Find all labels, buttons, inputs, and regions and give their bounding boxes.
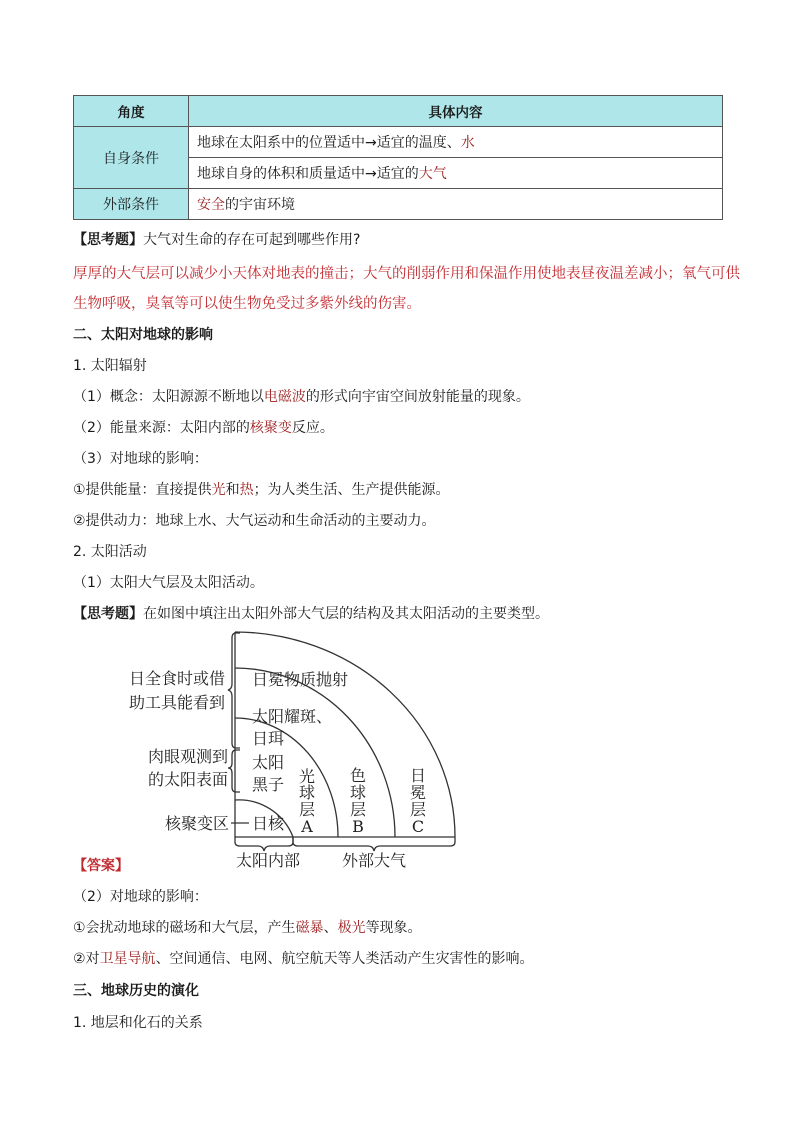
layer-a-char: 光 xyxy=(298,767,316,786)
text: 和 xyxy=(225,482,240,498)
highlight: 磁暴 xyxy=(295,920,324,936)
layer-c-char: 层 xyxy=(409,800,427,819)
label-core: 日核 xyxy=(252,814,285,833)
label-naked-eye-1: 肉眼观测到 xyxy=(147,747,228,766)
label-fusion-zone: 核聚变区 xyxy=(164,814,229,833)
layer-a-char: A xyxy=(301,817,313,836)
text: ②对 xyxy=(73,951,100,967)
cell-highlight: 水 xyxy=(460,135,475,151)
layer-b-char: B xyxy=(352,817,364,836)
question-text: 在如图中填注出太阳外部大气层的结构及其太阳活动的主要类型。 xyxy=(143,606,549,622)
subsection-title-solar-activity: 2. 太阳活动 xyxy=(73,544,147,560)
layer-b-char: 球 xyxy=(349,783,367,802)
label-prominence: 日珥 xyxy=(252,729,285,748)
think-tag: 【思考题】 xyxy=(73,606,143,622)
cell-highlight: 安全 xyxy=(197,197,225,213)
highlight: 电磁波 xyxy=(263,389,306,405)
text: ①提供能量：直接提供 xyxy=(73,482,212,498)
brace-corona-chromosphere xyxy=(228,633,240,748)
label-sunspot-2: 黑子 xyxy=(252,775,285,794)
highlight: 热 xyxy=(239,482,254,498)
text: 、空间通信、电网、航空航天等人类活动产生灾害性的影响。 xyxy=(155,951,534,967)
table-header-angle: 角度 xyxy=(74,96,189,127)
table-header-content: 具体内容 xyxy=(189,96,723,127)
answer-tag: 【答案】 xyxy=(73,858,129,874)
label-sun-interior: 太阳内部 xyxy=(235,851,301,870)
subsection-title-strata-fossils: 1. 地层和化石的关系 xyxy=(73,1015,203,1031)
para-satellite xyxy=(73,948,534,968)
label-cme: 日冕物质抛射 xyxy=(252,670,349,689)
text: 反应。 xyxy=(291,420,334,436)
layer-c-char: 日 xyxy=(409,766,427,785)
para-earth-impact: （2）对地球的影响： xyxy=(73,889,208,905)
para-provide-power: ②提供动力：地球上水、大气运动和生命活动的主要动力。 xyxy=(73,513,436,529)
section-title-3: 三、地球历史的演化 xyxy=(73,983,199,999)
para-magnetic xyxy=(73,917,422,937)
cell-text: 地球在太阳系中的位置适中→适宜的温度、 xyxy=(197,135,461,151)
text: （2）能量来源：太阳内部的 xyxy=(73,420,250,436)
cell-text: 的宇宙环境 xyxy=(225,197,295,213)
brace-photosphere xyxy=(228,750,240,792)
layer-c-char: 冕 xyxy=(409,783,427,802)
photosphere-arc xyxy=(235,718,338,837)
text: 、 xyxy=(323,920,338,936)
para-impact: （3）对地球的影响： xyxy=(73,451,208,467)
label-naked-eye-2: 的太阳表面 xyxy=(147,770,228,789)
label-flare: 太阳耀斑、 xyxy=(252,707,333,726)
layer-a-char: 层 xyxy=(298,800,316,819)
bracket-interior xyxy=(235,837,293,851)
highlight: 卫星导航 xyxy=(99,951,156,967)
para-atmosphere: （1）太阳大气层及太阳活动。 xyxy=(73,575,264,591)
highlight: 极光 xyxy=(337,920,366,936)
label-sunspot-1: 太阳 xyxy=(252,753,285,772)
text: ①会扰动地球的磁场和大气层，产生 xyxy=(73,920,296,936)
layer-c-char: C xyxy=(411,817,425,836)
layer-a-char: 球 xyxy=(298,783,316,802)
cell-text: 地球自身的体积和质量适中→适宜的 xyxy=(197,166,419,182)
question-text: 大气对生命的存在可起到哪些作用? xyxy=(143,232,361,248)
layer-b-char: 色 xyxy=(349,766,367,785)
label-outer-atmosphere: 外部大气 xyxy=(341,851,407,870)
text: ；为人类生活、生产提供能源。 xyxy=(253,482,450,498)
subsection-title-solar-radiation: 1. 太阳辐射 xyxy=(73,358,147,374)
section-title-2: 二、太阳对地球的影响 xyxy=(73,327,213,343)
bracket-outer xyxy=(293,837,455,851)
text: （1）概念：太阳源源不断地以 xyxy=(73,389,264,405)
table-row-label-self: 自身条件 xyxy=(74,127,189,189)
answer-line-1: 厚厚的大气层可以减少小天体对地表的撞击；大气的削弱作用和保温作用使地表昼夜温差减小；氧气可供 xyxy=(73,266,740,282)
text: 等现象。 xyxy=(365,920,422,936)
highlight: 光 xyxy=(211,482,226,498)
table-row-label-external: 外部条件 xyxy=(74,189,189,220)
layer-b-char: 层 xyxy=(349,800,367,819)
cell-highlight: 大气 xyxy=(418,166,447,182)
label-eclipse-visible-1: 日全食时或借 xyxy=(128,669,225,688)
label-eclipse-visible-2: 助工具能看到 xyxy=(128,693,225,712)
answer-line-2: 生物呼吸，臭氧等可以使生物免受过多紫外线的伤害。 xyxy=(73,296,421,312)
highlight: 核聚变 xyxy=(249,420,292,436)
text: 的形式向宇宙空间放射能量的现象。 xyxy=(305,389,530,405)
think-tag: 【思考题】 xyxy=(73,232,143,248)
